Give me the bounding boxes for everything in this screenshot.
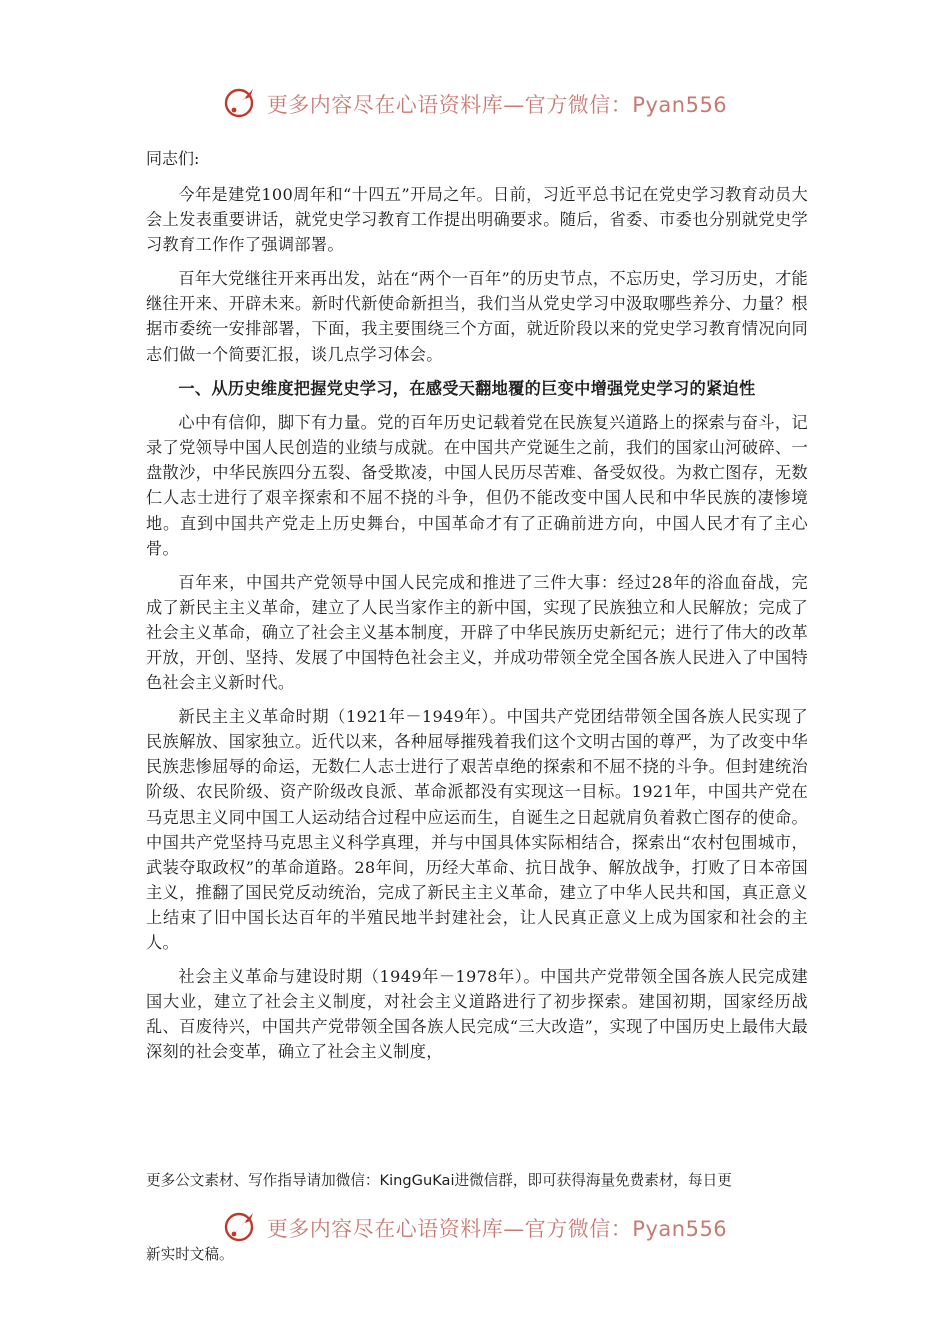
paragraph: 心中有信仰，脚下有力量。党的百年历史记载着党在民族复兴道路上的探索与奋斗，记录了党领导中国人民创造的业绩与成就。在中国共产党诞生之前，我们的国家山河破碎、一盘散沙，中华民族四分五裂、备受欺凌，中国人民历尽苦难、备受奴役。为救亡图存，无数仁人志士进行了艰辛探索和不屈不挠的斗争，但仍不能改变中国人民和中华民族的凄惨境地。直到中国共产党走上历史舞台，中国革命才有了正确前进方向，中国人民才有了主心骨。 [146,413,808,558]
document-body [146,146,808,1074]
paragraph: 百年大党继往开来再出发，站在“两个一百年”的历史节点，不忘历史，学习历史，才能继往开来、开辟未来。新时代新使命新担当，我们当从党史学习中汲取哪些养分、力量？根据市委统一安排部署，下面，我主要围绕三个方面，就近阶段以来的党史学习教育情况向同志们做一个简要汇报，谈几点学习体会。 [146,269,808,364]
section-heading: 一、从历史维度把握党史学习，在感受天翻地覆的巨变中增强党史学习的紧迫性 [178,378,756,398]
header-watermark [0,84,950,124]
paragraph: 百年来，中国共产党领导中国人民完成和推进了三件大事：经过28年的浴血奋战，完成了新民主主义革命，建立了人民当家作主的新中国，实现了民族独立和人民解放；完成了社会主义革命，确立了社会主义基本制度，开辟了中华民族历史新纪元；进行了伟大的改革开放，开创、坚持、发展了中国特色社会主义，并成功带领全党全国各族人民进入了中国特色社会主义新时代。 [146,572,808,693]
footer-note-continued: 新实时文稿。 [146,1246,234,1263]
paragraph: 新民主主义革命时期（1921年－1949年）。中国共产党团结带领全国各族人民实现了民族解放、国家独立。近代以来，各种屈辱摧残着我们这个文明古国的尊严，为了改变中华民族悲惨屈辱的命运，无数仁人志士进行了艰苦卓绝的探索和不屈不挠的斗争。但封建统治阶级、农民阶级、资产阶级改良派、革命派都没有实现这一目标。1921年，中国共产党在马克思主义同中国工人运动结合过程中应运而生，自诞生之日起就肩负着救亡图存的使命。中国共产党坚持马克思主义科学真理，并与中国具体实际相结合，探索出“农村包围城市，武装夺取政权”的革命道路。28年间，历经大革命、抗日战争、解放战争，打败了日本帝国主义，推翻了国民党反动统治，完成了新民主主义革命，建立了中华人民共和国，真正意义上结束了旧中国长达百年的半殖民地半封建社会，让人民真正意义上成为国家和社会的主人。 [146,707,808,953]
greeting: 同志们: [146,149,200,168]
watermark-text: 更多内容尽在心语资料库—官方微信：Pyan556 [266,93,728,117]
watermark-text: 更多内容尽在心语资料库—官方微信：Pyan556 [266,1217,728,1241]
quill-logo-icon [223,85,259,123]
footer-note: 更多公文素材、写作指导请加微信：KingGuKai进微信群，即可获得海量免费素材，每日更 [146,1172,732,1189]
footer-watermark [0,1208,950,1248]
paragraph: 今年是建党100周年和“十四五”开局之年。日前，习近平总书记在党史学习教育动员大会上发表重要讲话，就党史学习教育工作提出明确要求。随后，省委、市委也分别就党史学习教育工作作了强调部署。 [146,185,808,255]
paragraph: 社会主义革命与建设时期（1949年－1978年）。中国共产党带领全国各族人民完成建国大业，建立了社会主义制度，对社会主义道路进行了初步探索。建国初期，国家经历战乱、百废待兴，中国共产党带领全国各族人民完成“三大改造”，实现了中国历史上最伟大最深刻的社会变革，确立了社会主义制度， [146,967,808,1062]
quill-logo-icon [223,1209,259,1247]
